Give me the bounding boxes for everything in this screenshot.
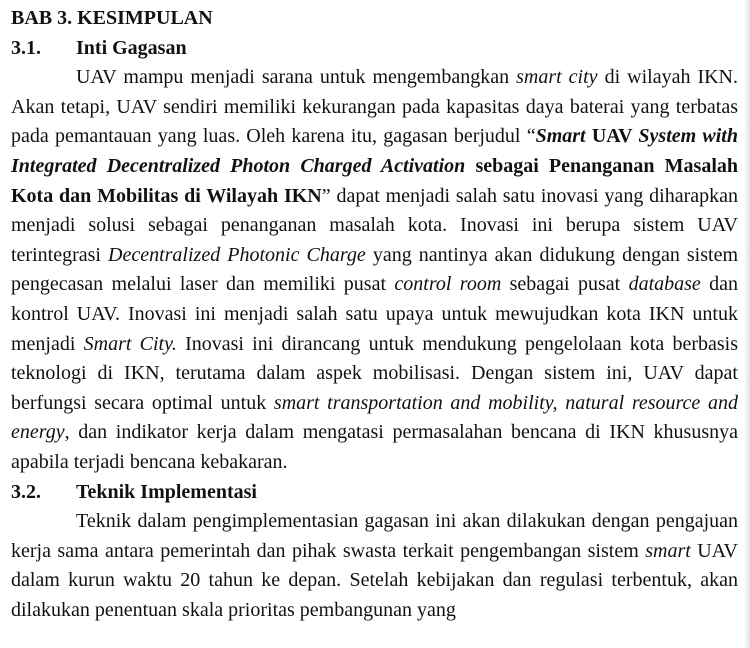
text-run: smart transportation and mobility, natural resource and energy <box>11 391 739 444</box>
section-title: Inti Gagasan <box>76 36 187 59</box>
text-run: ” dapat menjadi salah satu inovasi yang diharapkan menjadi solusi sebagai penanganan masalah kota. Inovasi ini berupa sistem UAV terintegrasi <box>11 184 738 266</box>
section-number: 3.2. <box>11 480 41 503</box>
paragraph-teknik-implementasi <box>11 507 738 625</box>
text-run: di wilayah IKN. Akan tetapi, UAV sendiri memiliki kekurangan pada kapasitas daya baterai yang terbatas pada pemantauan yang luas. Oleh karena itu, gagasan berjudul “ <box>11 66 738 148</box>
document-page <box>11 4 738 625</box>
paragraph-inti-gagasan <box>11 63 738 477</box>
text-run: , dan indikator kerja dalam mengatasi permasalahan bencana di IKN khususnya apabila terjadi bencana kebakaran. <box>11 421 738 473</box>
text-run: dan kontrol UAV. Inovasi ini menjadi salah satu upaya untuk mewujudkan kota IKN untuk menjadi <box>11 273 739 355</box>
text-run: smart <box>645 539 691 562</box>
text-run: sebagai pusat <box>501 273 629 296</box>
text-run: UAV mampu menjadi sarana untuk mengembangkan <box>76 66 517 89</box>
text-run: yang nantinya akan didukung dengan sistem pengecasan melalui laser dan memiliki pusat <box>11 243 739 296</box>
text-run: UAV dalam kurun waktu 20 tahun ke depan. Setelah kebijakan dan regulasi terbentuk, akan dilakukan penentuan skala prioritas pembangunan yang <box>11 539 738 621</box>
text-run: Smart <box>535 125 586 148</box>
chapter-heading: BAB 3. KESIMPULAN <box>11 7 213 29</box>
text-run: UAV <box>585 125 639 148</box>
section-heading-teknik-implementasi <box>11 478 738 508</box>
text-run: control room <box>394 273 502 296</box>
text-run: Smart City. <box>83 332 177 355</box>
section-number: 3.1. <box>11 36 41 59</box>
section-heading-inti-gagasan <box>11 34 738 64</box>
text-run: Teknik dalam pengimplementasian gagasan ini akan dilakukan dengan pengajuan kerja sama antara pemerintah dan pihak swasta terkait pengembangan sistem <box>11 510 738 562</box>
text-run: sebagai Penanganan Masalah Kota dan Mobilitas di Wilayah IKN <box>11 154 738 207</box>
text-run: database <box>628 273 701 296</box>
text-run: System with Integrated Decentralized Photon Charged Activation <box>11 125 738 177</box>
section-title: Teknik Implementasi <box>76 480 257 503</box>
text-run: Decentralized Photonic Charge <box>108 243 366 266</box>
text-run: Inovasi ini dirancang untuk mendukung pengelolaan kota berbasis teknologi di IKN, terutama dalam aspek mobilisasi. Dengan sistem ini, UAV dapat berfungsi secara optimal untuk <box>11 332 738 414</box>
page-edge-shadow <box>744 0 750 648</box>
text-run: smart city <box>516 66 598 89</box>
